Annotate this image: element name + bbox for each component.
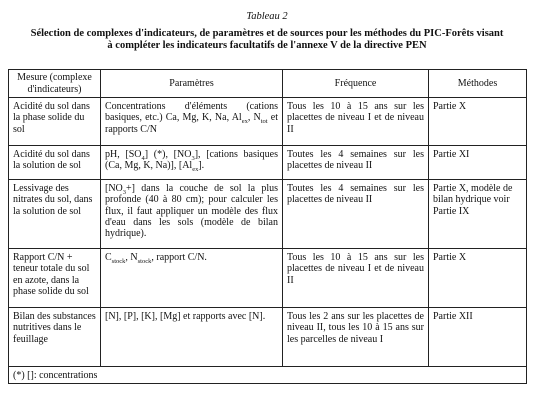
cell-mesure: Acidité du sol dans la solution de sol bbox=[9, 146, 101, 180]
table-row bbox=[9, 146, 527, 180]
cell-methode: Partie XI bbox=[429, 146, 527, 180]
table-caption: Tableau 2 bbox=[246, 11, 288, 22]
cell-methode: Partie X, modèle de bilan hydrique voir Partie IX bbox=[429, 180, 527, 249]
cell-mesure: Rapport C/N + teneur totale du sol en azote, dans la phase solide du sol bbox=[9, 249, 101, 308]
cell-parametres: $[NO_3+]$ dans la couche de sol la plus profonde (40 à 80 cm); pour calculer les flux, il faut appliquer un modèle des flux d'eau dans les sols (modèle de bilan hydrique). bbox=[101, 180, 283, 249]
header-mesure: Mesure (complexe d'indicateurs) bbox=[9, 70, 101, 98]
cell-mesure: Acidité du sol dans la phase solide du sol bbox=[9, 98, 101, 146]
cell-frequence: Toutes les 4 semaines sur les placettes de niveau II bbox=[283, 180, 429, 249]
cell-frequence: Tous les 10 à 15 ans sur les placettes de niveau I et de niveau II bbox=[283, 98, 429, 146]
cell-methode: Partie X bbox=[429, 98, 527, 146]
header-frequence: Fréquence bbox=[283, 70, 429, 98]
footnote: (*) []: concentrations bbox=[9, 367, 527, 384]
cell-parametres: [N], [P], [K], [Mg] et rapports avec [N]. bbox=[101, 308, 283, 367]
table-row bbox=[9, 180, 527, 249]
cell-parametres: Concentrations d'éléments (cations basiques, etc.) Ca, Mg, K, Na, $Al_{ex}$, $N_{tot}$ et rapports C/N bbox=[101, 98, 283, 146]
table-row bbox=[9, 249, 527, 308]
cell-frequence: Tous les 10 à 15 ans sur les placettes de niveau I et de niveau II bbox=[283, 249, 429, 308]
table-row bbox=[9, 98, 527, 146]
cell-parametres: $C_{stock}$, $N_{stock}$, rapport C/N. bbox=[101, 249, 283, 308]
indicator-table bbox=[8, 69, 527, 384]
footnote-row bbox=[9, 367, 527, 384]
cell-methode: Partie XII bbox=[429, 308, 527, 367]
header-parametres: Paramètres bbox=[101, 70, 283, 98]
cell-frequence: Tous les 2 ans sur les placettes de niveau II, tous les 10 à 15 ans sur les parcelles de niveau I bbox=[283, 308, 429, 367]
cell-frequence: Toutes les 4 semaines sur les placettes de niveau II bbox=[283, 146, 429, 180]
cell-parametres: pH, $[SO_4]$ (*), $[NO_3]$, [cations basiques (Ca, Mg, K, Na)], $[Al_{ex}]$. bbox=[101, 146, 283, 180]
table-row bbox=[9, 308, 527, 367]
header-row bbox=[9, 70, 527, 98]
header-methodes: Méthodes bbox=[429, 70, 527, 98]
cell-methode: Partie X bbox=[429, 249, 527, 308]
cell-mesure: Lessivage des nitrates du sol, dans la solution de sol bbox=[9, 180, 101, 249]
cell-mesure: Bilan des substances nutritives dans le feuillage bbox=[9, 308, 101, 367]
table-heading: Sélection de complexes d'indicateurs, de paramètres et de sources pour les méthodes du PIC-Forêts visant à compléter les indicateurs facultatifs de l'annexe V de la directive PEN bbox=[30, 28, 504, 51]
